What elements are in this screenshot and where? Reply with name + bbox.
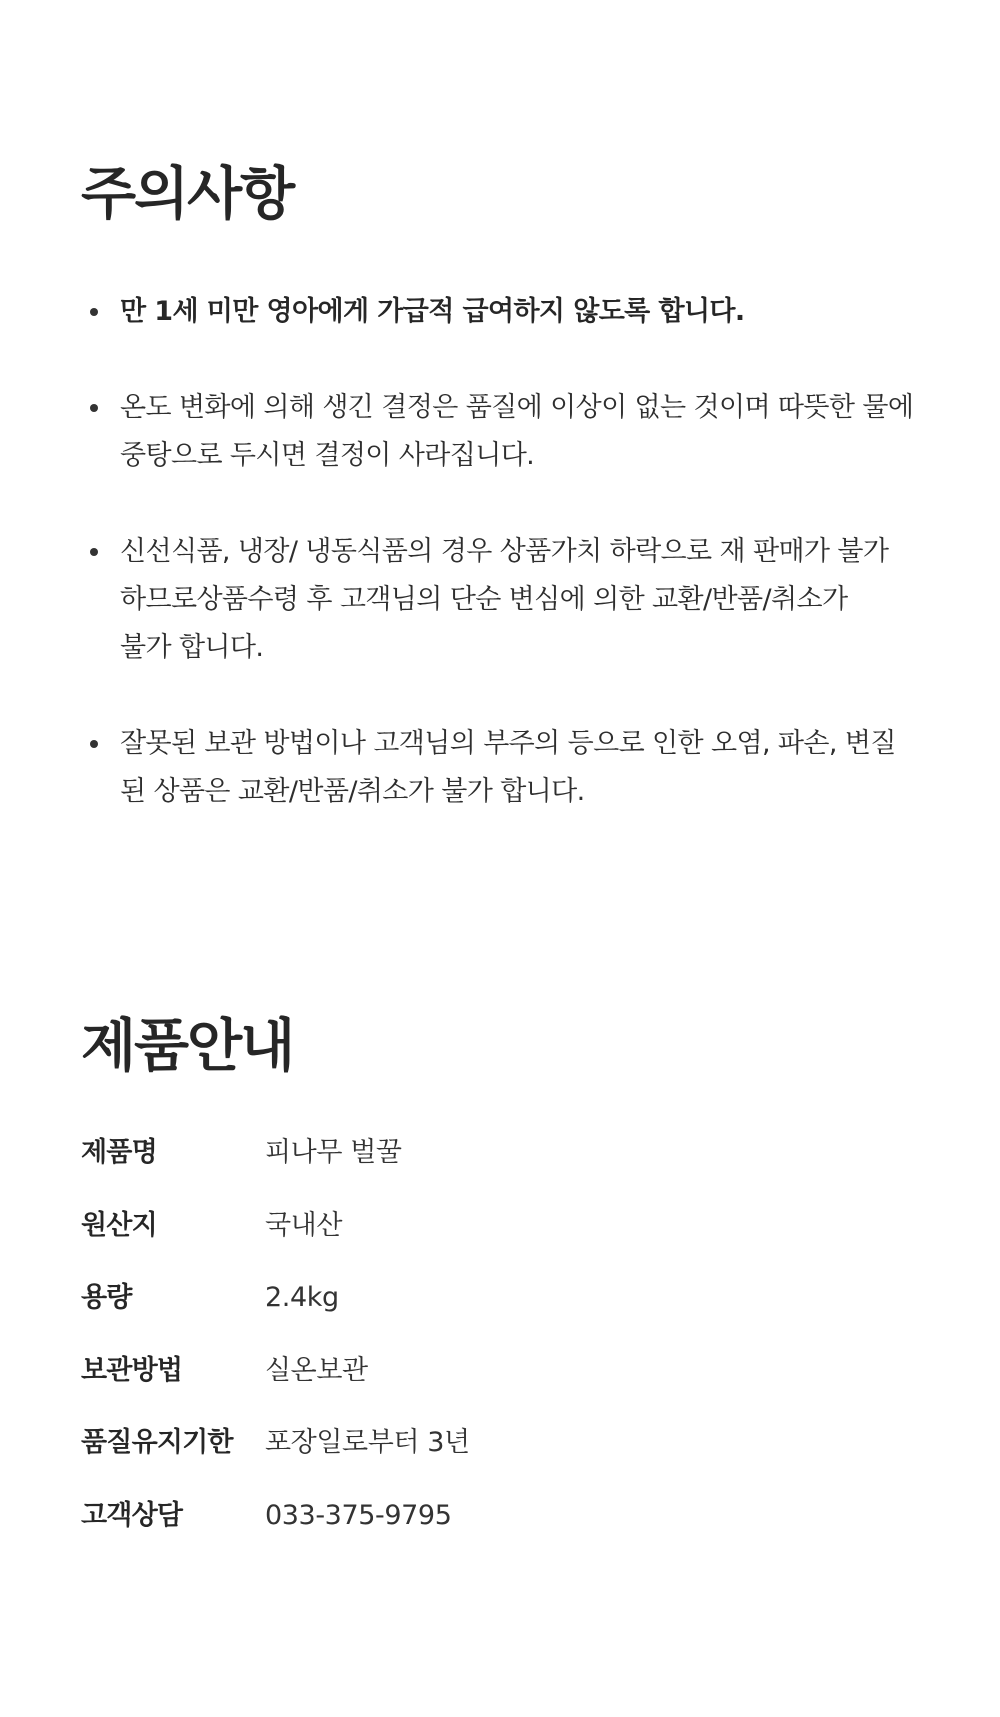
caution-item-text	[120, 384, 961, 480]
info-label: 용량	[81, 1282, 132, 1313]
caution-item-4	[81, 720, 961, 816]
info-row-origin	[81, 1206, 470, 1279]
product-info-title: 제품안내	[81, 1013, 294, 1079]
caution-line: 불가 합니다.	[120, 632, 264, 663]
caution-line: 만 1세 미만 영아에게 가급적 급여하지 않도록 합니다.	[120, 296, 745, 327]
info-value: 포장일로부터 3년	[265, 1427, 470, 1458]
caution-item-1	[81, 288, 961, 336]
info-row-capacity	[81, 1278, 470, 1351]
info-row-storage	[81, 1351, 470, 1424]
info-value: 2.4kg	[265, 1282, 339, 1313]
caution-list	[81, 288, 961, 864]
bullet-icon	[90, 740, 98, 748]
caution-line: 중탕으로 두시면 결정이 사라집니다.	[120, 440, 535, 471]
caution-line: 하므로상품수령 후 고객님의 단순 변심에 의한 교환/반품/취소가	[120, 584, 848, 615]
bullet-icon	[90, 308, 98, 316]
info-label: 제품명	[81, 1137, 157, 1168]
info-row-customer-service	[81, 1496, 470, 1569]
info-value: 033-375-9795	[265, 1499, 452, 1531]
info-label: 고객상담	[81, 1499, 183, 1531]
bullet-icon	[90, 548, 98, 556]
caution-line: 된 상품은 교환/반품/취소가 불가 합니다.	[120, 776, 585, 807]
info-value: 피나무 벌꿀	[265, 1137, 402, 1168]
caution-title: 주의사항	[81, 161, 294, 227]
info-row-shelf-life	[81, 1423, 470, 1496]
caution-line: 신선식품, 냉장/ 냉동식품의 경우 상품가치 하락으로 재 판매가 불가	[120, 536, 889, 567]
caution-item-text	[120, 288, 961, 336]
caution-item-text	[120, 528, 961, 672]
info-value: 실온보관	[265, 1354, 368, 1386]
product-info-table	[81, 1133, 470, 1568]
caution-item-2	[81, 384, 961, 480]
info-label: 품질유지기한	[81, 1427, 233, 1458]
caution-item-3	[81, 528, 961, 672]
info-label: 원산지	[81, 1209, 157, 1241]
caution-line: 잘못된 보관 방법이나 고객님의 부주의 등으로 인한 오염, 파손, 변질	[120, 728, 896, 759]
info-value: 국내산	[265, 1209, 343, 1241]
info-label: 보관방법	[81, 1354, 183, 1386]
caution-line: 온도 변화에 의해 생긴 결정은 품질에 이상이 없는 것이며 따뜻한 물에	[120, 392, 914, 423]
caution-item-text	[120, 720, 961, 816]
bullet-icon	[90, 404, 98, 412]
info-row-product-name	[81, 1133, 470, 1206]
